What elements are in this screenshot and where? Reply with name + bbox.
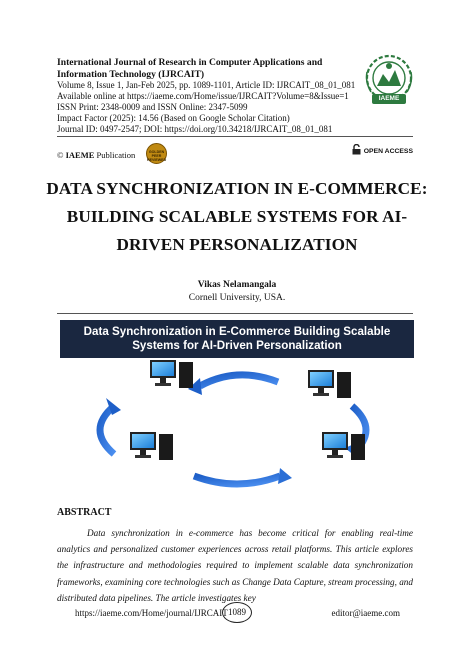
open-access-text: OPEN ACCESS [363,148,413,155]
doi-line[interactable]: Journal ID: 0497-2547; DOI: https://doi.org/10.34218/IJRCAIT_08_01_081 [57,124,333,134]
desktop-computer-icon [130,432,173,460]
page-number: 1089 [222,602,252,623]
title-divider [57,313,413,314]
sync-cycle-diagram [60,358,414,494]
journal-name: International Journal of Research in Computer Applications and Information Technology (IJRCAIT) [57,57,323,80]
top-arrow [200,375,278,386]
publication-suffix: Publication [96,150,136,160]
publisher-name: IAEME [65,150,95,160]
bottom-arrow [194,476,280,484]
abstract-heading: ABSTRACT [57,507,112,518]
author-affiliation: Cornell University, USA. [188,293,286,303]
footer-url-link[interactable]: https://iaeme.com/Home/journal/IJRCAIT [75,608,228,618]
desktop-computer-icon [150,360,193,388]
desktop-computer-icon [308,370,351,398]
open-access-label [352,144,413,155]
issn-line: ISSN Print: 2348-0009 and ISSN Online: 2347-5099 [57,102,248,112]
bottom-arrowhead [278,468,292,484]
author-name: Vikas Nelamangala [197,280,277,290]
figure-banner [60,320,414,358]
badge-text: GOLDEN PEER REVIEWED [147,150,167,162]
publication-label [57,150,135,160]
logo-band: IAEME [372,94,406,104]
paper-title: DATA SYNCHRONIZATION IN E-COMMERCE: BUILDING SCALABLE SYSTEMS FOR AI-DRIVEN PERSONALIZATION [46,179,428,254]
abstract-body: Data synchronization in e-commerce has become critical for enabling real-time analytics and personalized customer experiences across retail platforms. This article explores the infrastructure and methodologies required to implement scalable data synchronization frameworks, examining core technologies such as Change Data Capture, stream processing, and distributed data pipelines. The article investigates key [57,528,413,603]
iaeme-logo [361,52,417,112]
figure-banner-line-2: Systems for AI-Driven Personalization [132,339,342,352]
open-lock-icon [352,144,361,155]
header-divider [57,136,413,137]
journal-header [57,57,357,135]
cover-figure [60,320,414,494]
availability-line[interactable]: Available online at https://iaeme.com/Home/issue/IJRCAIT?Volume=8&Issue=1 [57,91,349,101]
copyright-symbol: © [57,150,64,160]
desktop-computer-icon [322,432,365,460]
figure-banner-line-1: Data Synchronization in E-Commerce Building Scalable [83,325,391,338]
volume-line: Volume 8, Issue 1, Jan-Feb 2025, pp. 1089-1101, Article ID: IJRCAIT_08_01_081 [57,80,356,90]
publication-row [57,143,413,163]
page-footer [57,602,413,622]
impact-factor-line: Impact Factor (2025): 14.56 (Based on Google Scholar Citation) [57,113,290,123]
footer-email-link[interactable]: editor@iaeme.com [331,608,400,618]
peer-review-badge-icon [146,143,167,164]
